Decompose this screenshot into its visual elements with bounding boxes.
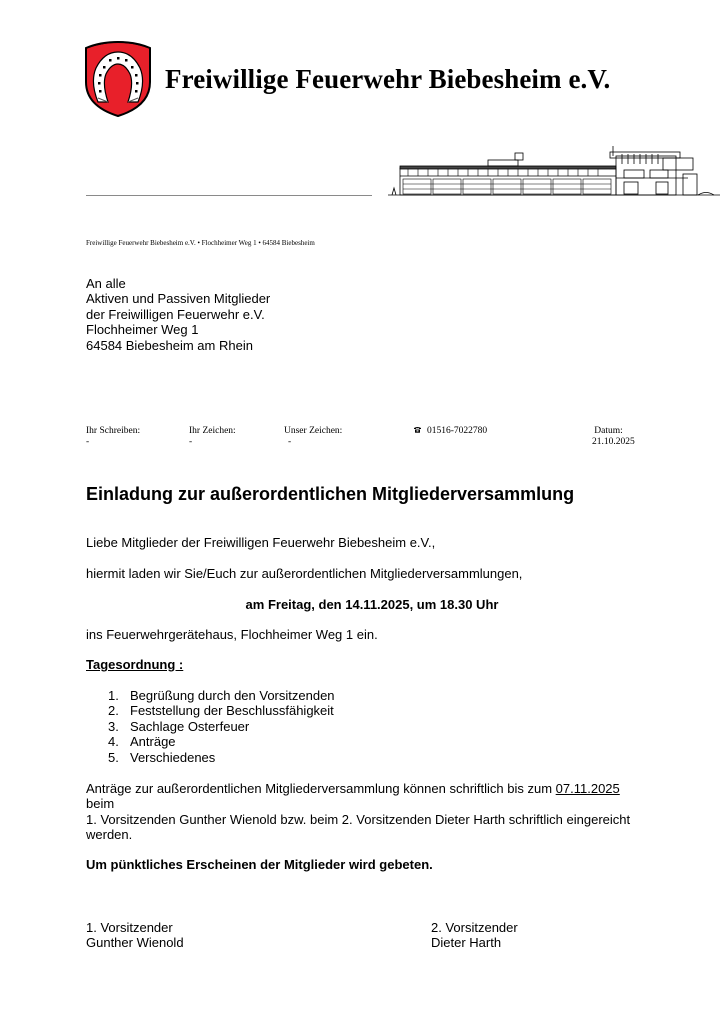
signature-role: 1. Vorsitzender (86, 920, 173, 935)
agenda-item (108, 719, 335, 734)
agenda-item-number: 5. (108, 749, 119, 765)
reference-unser-zeichen (284, 426, 342, 448)
organization-title: Freiwillige Feuerwehr Biebesheim e.V. (165, 64, 611, 94)
meeting-location: ins Feuerwehrgerätehaus, Flochheimer Weg 1 ein. (86, 627, 378, 642)
motions-paragraph (86, 781, 666, 843)
agenda-item (108, 703, 335, 718)
letter-subject: Einladung zur außerordentlichen Mitgliederversammlung (86, 484, 575, 504)
motions-text: Anträge zur außerordentlichen Mitgliederversammlung können schriftlich bis zum (86, 781, 556, 796)
motions-line: beim (86, 796, 115, 812)
reference-value: - (189, 437, 193, 447)
fire-station-drawing-icon (388, 144, 720, 200)
sender-return-address: Freiwillige Feuerwehr Biebesheim e.V. • Flochheimer Weg 1 • 64584 Biebesheim (86, 239, 315, 247)
reference-label: Ihr Schreiben: (86, 426, 141, 436)
motions-line: werden. (86, 827, 133, 843)
signature-name: Dieter Harth (431, 935, 502, 951)
agenda-item-text: Sachlage Osterfeuer (130, 718, 250, 734)
agenda-item (108, 688, 335, 703)
closing-remark: Um pünktliches Erscheinen der Mitglieder wird gebeten. (86, 857, 433, 872)
agenda-item-text: Feststellung der Beschlussfähigkeit (130, 703, 334, 719)
signature-block-second-chair (431, 920, 518, 951)
agenda-item-number: 3. (108, 718, 119, 734)
signature-block-first-chair (86, 920, 184, 951)
recipient-line: 64584 Biebesheim am Rhein (86, 337, 253, 353)
motions-deadline: 07.11.2025 (555, 781, 620, 796)
recipient-line: Aktiven und Passiven Mitglieder (86, 291, 271, 307)
agenda-item (108, 750, 335, 765)
letter-date: 21.10.2025 (592, 437, 635, 447)
signature-role: 2. Vorsitzender (431, 920, 518, 935)
reference-ihr-zeichen (189, 426, 236, 448)
agenda-title: Tagesordnung : (86, 657, 184, 672)
agenda-item-number: 4. (108, 734, 119, 750)
reference-value: - (86, 437, 90, 447)
coat-of-arms-icon (82, 38, 154, 118)
agenda-item (108, 734, 335, 749)
header-divider (86, 195, 372, 196)
greeting: Liebe Mitglieder der Freiwilligen Feuerwehr Biebesheim e.V., (86, 535, 436, 550)
agenda-item-text: Verschiedenes (130, 749, 216, 765)
signature-name: Gunther Wienold (86, 935, 184, 951)
reference-value: - (288, 437, 292, 447)
meeting-datetime: am Freitag, den 14.11.2025, um 18.30 Uhr (245, 597, 499, 612)
reference-label: Unser Zeichen: (284, 426, 343, 436)
agenda-item-text: Anträge (130, 734, 176, 750)
reference-ihr-schreiben (86, 426, 140, 448)
recipient-line: der Freiwilligen Feuerwehr e.V. (86, 306, 265, 322)
agenda-item-number: 2. (108, 703, 119, 719)
agenda-item-number: 1. (108, 688, 119, 703)
reference-label: Datum: (594, 426, 623, 436)
recipient-line: Flochheimer Weg 1 (86, 322, 199, 338)
agenda-list (108, 688, 335, 765)
motions-line: 1. Vorsitzenden Gunther Wienold bzw. beim 2. Vorsitzenden Dieter Harth schriftlich eingereicht (86, 811, 631, 827)
recipient-address (86, 276, 270, 353)
agenda-item-text: Begrüßung durch den Vorsitzenden (130, 688, 335, 703)
intro-paragraph: hiermit laden wir Sie/Euch zur außerordentlichen Mitgliederversammlungen, (86, 566, 523, 581)
reference-datum (592, 426, 635, 448)
telephone-icon (414, 426, 421, 433)
phone-number: 01516-7022780 (427, 426, 488, 436)
reference-label: Ihr Zeichen: (189, 426, 236, 436)
motions-line (86, 781, 666, 796)
reference-phone (414, 426, 487, 437)
recipient-line: An alle (86, 276, 126, 291)
